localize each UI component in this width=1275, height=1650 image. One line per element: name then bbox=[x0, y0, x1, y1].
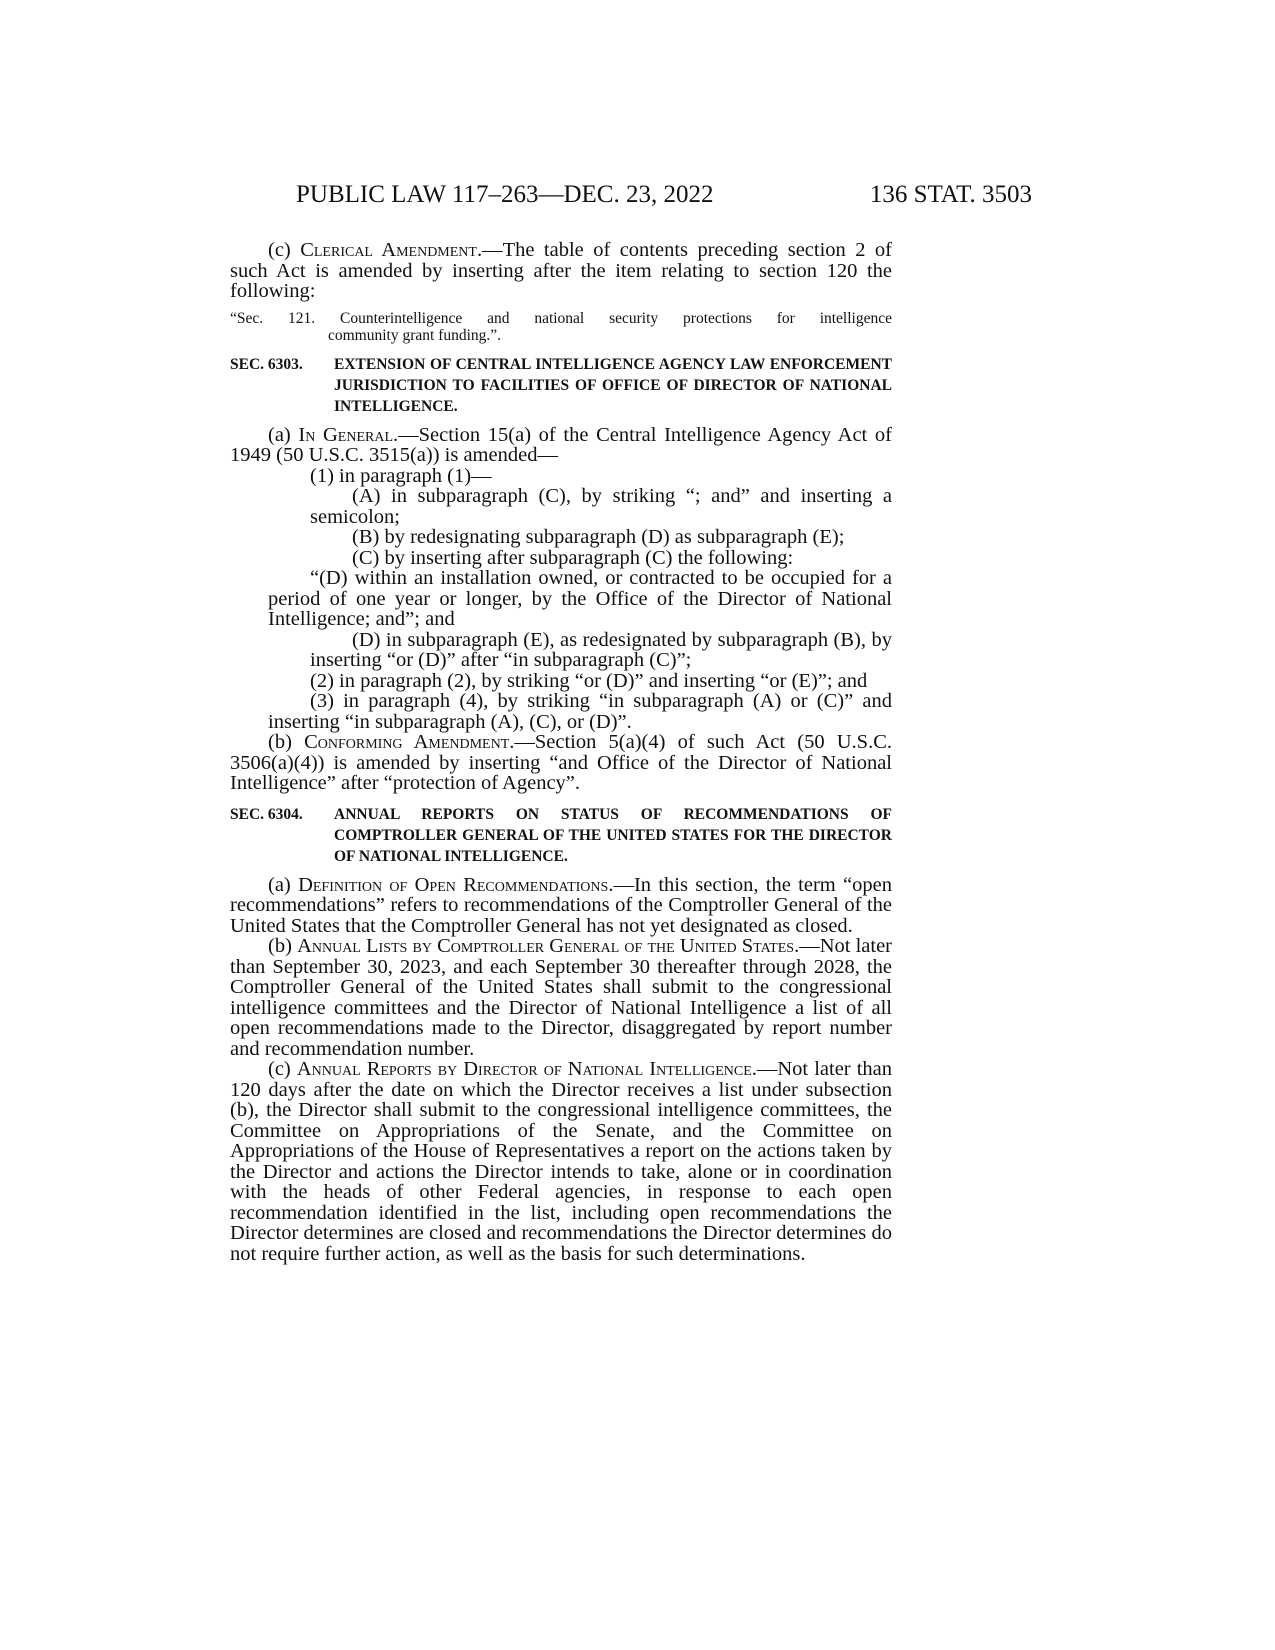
list-item-1: (1) in paragraph (1)— bbox=[310, 464, 492, 487]
list-item-C: (C) by inserting after subparagraph (C) the following: bbox=[352, 546, 794, 569]
header-title: PUBLIC LAW 117–263—DEC. 23, 2022 bbox=[296, 181, 714, 208]
paragraph-heading: Annual Reports by Director of National Intelligence bbox=[296, 1058, 752, 1080]
paragraph-heading: Clerical Amendment bbox=[300, 239, 477, 261]
document-body bbox=[230, 240, 892, 1264]
section-title: EXTENSION OF CENTRAL INTELLIGENCE AGENCY LAW ENFORCEMENT JURISDICTION TO FACILITIES OF OFFICE OF DIRECTOR OF NATIONAL INTELLIGENCE. bbox=[334, 355, 892, 415]
subsection-a bbox=[230, 425, 892, 466]
toc-line: community grant funding.”. bbox=[328, 326, 502, 344]
paragraph-c-clerical-amendment bbox=[230, 240, 892, 302]
paragraph-label: (b) bbox=[268, 935, 298, 957]
paragraph-label: (a) bbox=[268, 873, 299, 896]
quoted-insert-D: “(D) within an installation owned, or contracted to be occupied for a period of one year or longer, by the Office of the Director of National Intelligence; and”; and bbox=[268, 567, 892, 630]
page-number: 136 STAT. 3503 bbox=[869, 181, 1032, 208]
paragraph-text: .—Not later than 120 days after the date on which the Director receives a list under subsection (b), the Director shall submit to the congressional intelligence committees, the Committee on Appropriations of the Senate, and the Committee on Appropriations of the House of Representatives a report on the actions taken by the Director and actions the Director intends to take, alone or in coordination with the heads of other Federal agencies, in response to each open recommendation identified in the list, including open recommendations the Director determines are closed and recommendations the Director determines do not require further action, as well as the basis for such determinations. bbox=[230, 1058, 892, 1265]
paragraph-label: (c) bbox=[268, 239, 301, 261]
paragraph-text: .—Section 15(a) of the Central Intelligence Agency Act of 1949 (50 U.S.C. 3515(a)) is amended— bbox=[230, 423, 892, 466]
paragraph-heading: Annual Lists by Comptroller General of the United States bbox=[297, 935, 795, 957]
running-header bbox=[0, 181, 1275, 221]
list-item-A: (A) in subparagraph (C), by striking “; and” and inserting a semicolon; bbox=[310, 485, 892, 528]
section-title: ANNUAL REPORTS ON STATUS OF RECOMMENDATIONS OF COMPTROLLER GENERAL OF THE UNITED STATES FOR THE DIRECTOR OF NATIONAL INTELLIGENCE. bbox=[334, 805, 892, 865]
subsection-c bbox=[230, 1059, 892, 1264]
section-number: SEC. 6303. bbox=[230, 355, 303, 373]
toc-insert bbox=[230, 310, 892, 344]
paragraph-label: (b) bbox=[268, 731, 305, 753]
toc-line: “Sec. 121. Counterintelligence and national security protections for intelligence bbox=[230, 309, 892, 327]
paragraph-heading: In General bbox=[298, 423, 394, 446]
list-item-D: (D) in subparagraph (E), as redesignated by subparagraph (B), by inserting “or (D)” after “in subparagraph (C)”; bbox=[310, 628, 892, 671]
list-item-2: (2) in paragraph (2), by striking “or (D)” and inserting “or (E)”; and bbox=[310, 669, 868, 692]
section-heading-6303 bbox=[230, 354, 892, 417]
paragraph-text: .—In this section, the term “open recommendations” refers to recommendations of the Comptroller General of the United States that the Comptroller General has not yet designated as closed. bbox=[230, 873, 892, 937]
paragraph-text: .—Section 5(a)(4) of such Act (50 U.S.C. 3506(a)(4)) is amended by inserting “and Office of the Director of National Intelligence” after “protection of Agency”. bbox=[230, 731, 892, 794]
section-number: SEC. 6304. bbox=[230, 805, 303, 823]
paragraph-label: (a) bbox=[268, 423, 299, 446]
subsection-b bbox=[230, 936, 892, 1059]
subsection-b bbox=[230, 732, 892, 794]
paragraph-label: (c) bbox=[268, 1058, 297, 1080]
list-item-B: (B) by redesignating subparagraph (D) as subparagraph (E); bbox=[352, 526, 845, 548]
paragraph-text: .—Not later than September 30, 2023, and each September 30 thereafter through 2028, the Comptroller General of the United States shall submit to the congressional intelligence committees and the Director of National Intelligence a list of all open recommendations made to the Director, disaggregated by report number and recommendation number. bbox=[230, 935, 893, 1060]
list-item-3: (3) in paragraph (4), by striking “in subparagraph (A) or (C)” and inserting “in subparagraph (A), (C), or (D)”. bbox=[268, 690, 892, 733]
paragraph-heading: Conforming Amendment bbox=[304, 731, 510, 753]
section-heading-6304 bbox=[230, 804, 892, 867]
paragraph-heading: Definition of Open Recommendations bbox=[298, 873, 609, 896]
paragraph-text: .—The table of contents preceding section 2 of such Act is amended by inserting after the item relating to section 120 the following: bbox=[230, 239, 892, 302]
subsection-a bbox=[230, 875, 892, 937]
